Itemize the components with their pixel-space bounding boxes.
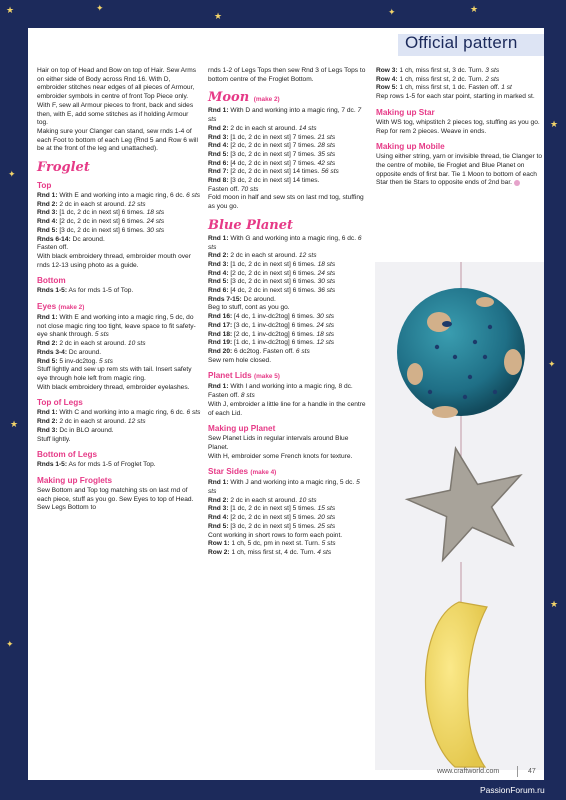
row-text: [2 dc, 2 dc in next st] 14 times. [228,168,322,176]
row-label: Rnd 1: [37,314,58,322]
making-up-froglets-heading: Making up Froglets [37,475,113,485]
row-text: [3 dc, 1 inv-dc2tog] 6 times. [232,321,317,329]
stitch-count: 24 sts [146,218,165,226]
instruction-text: Sew Planet Lids in regular intervals around Blue Planet. [208,435,349,451]
instruction-text: With WS tog, whipstitch 2 pieces tog, stuffing as you go. Rep for rem 2 pieces. Weave in ends. [376,118,540,135]
pattern-row [37,418,201,427]
pattern-row [208,296,368,305]
row-label: Rnds 7-15: [208,295,242,303]
row-label: Row 3: [376,67,398,74]
instruction-text: Stuff lightly. [37,435,71,443]
stitch-count: 10 sts [127,340,146,348]
stitch-count: 10 sts [298,496,317,504]
stitch-count: 24 sts [317,269,336,277]
bottom-heading: Bottom [37,276,66,286]
row-text: [2 dc, 2 dc in next st] 6 times. [228,269,318,277]
stitch-count: 30 sts [317,278,336,286]
star-decoration-icon: ✦ [548,359,556,369]
stitch-count: 24 sts [316,321,335,329]
stitch-count: 36 sts [317,287,336,295]
watermark: PassionForum.ru [480,785,545,795]
row-label: Rnd 3: [208,133,229,141]
row-label: Rnd 5: [208,278,229,286]
row-text: With I and working into a magic ring, 8 dc. Fasten off. [208,383,353,400]
pattern-row [208,505,368,514]
making-up-mobile-heading: Making up Mobile [376,142,445,152]
planet-lids-heading [208,371,368,382]
pattern-row [208,107,368,124]
row-text: [3 dc, 2 dc in next st] 6 times. [57,226,147,234]
instruction-text: Fold moon in half and sew sts on last rnd tog, stuffing as you go. [208,194,364,211]
row-text: With J and working into a magic ring, 5 dc. [228,479,357,487]
eyes-heading-text: Eyes [37,302,57,312]
moon-heading [208,90,368,105]
stitch-count: 30 sts [316,313,335,321]
row-text: [3 dc, 2 dc in next st] 5 times. [228,522,318,530]
row-label: Rnd 3: [208,260,229,268]
eyes-heading [37,302,201,313]
row-text: [3 dc, 2 dc in next st] 14 times. [228,177,320,185]
pattern-row [37,218,201,227]
pattern-row [208,514,368,523]
column-3 [376,67,544,188]
row-label: Rnd 6: [208,287,229,295]
row-label: Rnds 3-4: [37,348,68,356]
page-border-top [0,0,566,28]
footer-url[interactable]: www.craftworld.com [437,768,500,775]
page-number: 47 [528,768,536,775]
star-decoration-icon: ★ [214,11,223,21]
pattern-row [37,209,201,218]
row-text: Dc around. [241,295,276,303]
top-heading: Top [37,181,52,191]
row-label: Rnd 1: [37,409,58,417]
stitch-count: 3 sts [485,67,500,74]
row-label: Rnd 2: [208,124,229,132]
pattern-row [37,409,201,418]
make-count: (make 2) [253,96,280,104]
stitch-count: 15 sts [317,505,336,513]
star-decoration-icon: ★ [470,4,479,14]
stitch-count: 21 sts [317,133,336,141]
row-label: Row 4: [376,75,398,83]
pattern-row [37,358,201,367]
instruction-text: Stuff lightly and sew up rem sts with tail. Insert safety eye through hole left from magic ring. [37,366,192,382]
row-label: Rnd 6: [208,159,229,167]
mobile-photo-illustration [375,262,544,770]
row-text: Dc in BLO around. [57,426,114,434]
row-label: Rnd 1: [208,234,229,242]
row-text: [1 dc, 1 inv-dc2tog] 6 times. [232,339,317,347]
stitch-count: 1 st [501,84,512,92]
froglet-heading: Froglet [37,160,90,176]
pattern-row [37,427,201,436]
instruction-text: Fasten off. [37,244,69,252]
blue-planet-heading: Blue Planet [208,217,294,233]
pattern-row [208,331,368,340]
pattern-row [376,67,544,76]
row-label: Rnd 17: [208,321,233,329]
stitch-count: 6 sts [186,409,201,417]
stitch-count: 7 sts [208,107,362,124]
stitch-count: 6 sts [208,234,362,251]
row-label: Rnd 4: [37,218,58,226]
pattern-row [37,340,201,349]
row-text: Dc around. [67,348,102,356]
stitch-count: 28 sts [317,142,336,150]
pattern-row [37,227,201,236]
row-text: [2 dc, 1 inv-dc2tog] 6 times. [232,330,317,338]
stitch-count: 5 sts [208,479,360,496]
row-text: With C and working into a magic ring, 6 dc. [57,409,187,417]
pattern-row [208,313,368,322]
row-text: [1 dc, 2 dc in next st] 6 times. [228,260,318,268]
intro-text-2: Making sure your Clanger can stand, sew rnds 1-4 of each Foot to bottom of each Leg (Rnd 5 and Row 6 will be at the front of the leg and unattached). [37,127,198,153]
row-label: Rnd 1: [37,192,58,200]
pattern-row [208,383,368,400]
stitch-count: 18 sts [146,209,165,217]
stitch-count: 8 sts [240,392,255,400]
stitch-count: 30 sts [146,226,165,234]
pattern-row [208,186,368,195]
instruction-text: With J, embroider a little line for a handle in the centre of each Lid. [208,400,366,417]
row-label: Rnd 2: [37,340,58,348]
row-text: 5 inv-dc2tog. [57,357,99,365]
row-text: [1 dc, 2 dc in next st] 5 times. [228,505,318,513]
bottom-of-legs-heading: Bottom of Legs [37,450,98,460]
row-label: Rnd 3: [37,209,58,217]
column-2 [208,67,368,558]
pattern-row [208,168,368,177]
row-label: Row 5: [376,84,398,92]
pattern-row [208,261,368,270]
row-text: 2 dc in each st around. [228,124,299,132]
making-up-planet-heading: Making up Planet [208,424,276,434]
make-count: (make 5) [253,373,280,381]
instruction-text [376,153,544,188]
star-sides-rows [208,479,368,531]
star-decoration-icon: ★ [6,5,15,15]
end-mark-icon [514,180,520,186]
row-text: 1 ch, miss first st, 1 dc. Fasten off. [397,84,502,92]
stitch-count: 14 sts [298,124,317,132]
making-up-star-heading: Making up Star [376,107,435,117]
column-1 [37,67,201,513]
row-label: Rnd 4: [208,514,229,522]
row-label: Rnd 4: [208,142,229,150]
row-label: Rnd 1: [208,107,229,115]
row-label: Rnd 18: [208,330,233,338]
pattern-row [208,348,368,357]
stitch-count: 4 sts [317,548,332,556]
pattern-row [208,142,368,151]
row-text: 1 ch, miss first st, 3 dc. Turn. [397,67,486,74]
pattern-row [208,287,368,296]
row-label: Rnd 3: [37,426,58,434]
row-text: 1 ch, miss first st, 4 dc. Turn. [229,548,318,556]
row-label: Rnd 8: [208,177,229,185]
stitch-count: 12 sts [127,418,146,426]
row-text: [1 dc, 2 dc in next st] 7 times. [228,133,318,141]
row-text: With E and working into a magic ring, 6 dc. [57,192,187,200]
pattern-row [208,160,368,169]
row-text: [3 dc, 2 dc in next st] 7 times. [228,150,318,158]
row-text: As for rnds 1-5 of Top. [67,287,134,295]
row-label: Rnd 3: [208,505,229,513]
row-label: Rnd 5: [37,226,58,234]
moon-heading-text: Moon [208,90,250,106]
row-label: Rnd 19: [208,339,233,347]
row-text: 2 dc in each st around. [57,340,128,348]
row-label: Rnd 16: [208,313,233,321]
row-label: Rnd 5: [208,150,229,158]
pattern-row [208,479,368,496]
row-label: Rnd 1: [208,383,229,391]
row-text: [2 dc, 2 dc in next st] 6 times. [57,218,147,226]
stitch-count: 2 sts [485,75,500,83]
row-text: 2 dc in each st around. [57,418,128,426]
stitch-count: 35 sts [317,150,336,158]
blue-planet-rows-2 [208,313,368,357]
pattern-row [208,235,368,252]
pattern-row [37,192,201,201]
row-label: Rnds 1-5: [37,461,68,469]
pattern-row [208,177,368,186]
row-label: Rnd 20: [208,347,233,355]
instruction-text: With black embroidery thread, embroider eyelashes. [37,383,190,391]
star-sides-heading [208,467,368,478]
row-text: [2 dc, 2 dc in next st] 5 times. [228,514,318,522]
row-label: Row 2: [208,548,230,556]
stitch-count: 56 sts [321,168,339,176]
instruction-text: With H, embroider some French knots for texture. [208,452,353,460]
star-decoration-icon: ✦ [6,639,14,649]
row-text: Fasten off. [208,185,241,193]
pattern-row [208,125,368,134]
star-decoration-icon: ★ [550,119,559,129]
row-text: [2 dc, 2 dc in next st] 7 times. [228,142,318,150]
mobile-text: Using either string, yarn or invisible thread, tie Clanger to the centre of mobile, tie Froglet and Blue Planet on opposite ends of first bar. Tie 1 Moon to bottom of each Star then tie Stars to opposite ends of 2nd bar. [376,153,543,187]
stitch-count: 18 sts [317,260,336,268]
row-label: Rnd 2: [37,200,58,208]
pattern-row [37,287,201,296]
star-decoration-icon: ★ [550,599,559,609]
instruction-text: Sew Bottom and Top tog matching sts on last rnd of each piece, stuff as you go. Sew Eyes to top of Head. Sew Legs Bottom to [37,486,194,512]
instruction-text: rnds 1-2 of Legs Tops then sew Rnd 3 of Legs Tops to bottom centre of the Froglet Bottom. [208,67,366,83]
pattern-row [208,540,368,549]
pattern-row [208,322,368,331]
stitch-count: 18 sts [316,330,335,338]
footer-divider [517,766,518,777]
stitch-count: 6 sts [295,347,310,355]
pattern-row [208,134,368,143]
star-sides-heading-text: Star Sides [208,467,249,477]
row-text: With E and working into a magic ring, 5 dc, do not close magic ring too tight, leave space to fit safety-eye shank through. [37,314,196,339]
pattern-row [208,497,368,506]
row-text: As for rnds 1-5 of Froglet Top. [67,461,156,469]
row-text: [1 dc, 2 dc in next st] 6 times. [57,209,147,217]
row-text: [4 dc, 2 dc in next st] 7 times. [228,159,318,167]
row-label: Rnd 5: [208,522,229,530]
intro-text: Hair on top of Head and Bow on top of Hair. Sew Arms on either side of Body across Rnd 16. With D, embroider stitches near edges of all pieces of Armour, embroider symbols in centre of front Top Piece only. With F, sew all Armour pieces to front, back and sides then, with E, add some stitches as if holding Armour tog. [37,67,197,127]
section-title: Official pattern [405,33,518,52]
stitch-count: 12 sts [316,339,335,347]
stitch-count: 5 sts [98,357,113,365]
instruction-text: Rep rows 1-5 for each star point, starting in marked st. [376,93,535,101]
pattern-row [37,349,201,358]
star-decoration-icon: ✦ [8,169,16,179]
row-label: Rnds 6-14: [37,235,71,243]
row-text: 2 dc in each st around. [57,200,128,208]
row-label: Rnds 1-5: [37,287,68,295]
stitch-count: 5 sts [321,540,336,548]
instruction-text: Beg to stuff, cont as you go. [208,304,290,312]
pattern-row [208,151,368,160]
row-label: Rnd 2: [37,418,58,426]
make-count: (make 4) [250,469,277,477]
pattern-row [37,461,201,470]
row-label: Rnd 5: [37,357,58,365]
pattern-row [208,549,368,558]
instruction-text: With black embroidery thread, embroider mouth over rnds 12-13 using photo as a guide. [37,252,191,269]
pattern-row [37,314,201,340]
row-label: Rnd 2: [208,252,229,260]
row-text: 2 dc in each st around. [228,496,299,504]
pattern-row [37,236,201,245]
pattern-row [37,201,201,210]
row-label: Rnd 1: [208,479,229,487]
top-of-legs-heading: Top of Legs [37,398,83,408]
stitch-count: 6 sts [186,192,201,200]
stitch-count: 42 sts [317,159,336,167]
row-label: Row 1: [208,540,230,548]
instruction-text: Cont working in short rows to form each point. [208,531,343,539]
row-text: 1 ch, 5 dc, pm in next st. Turn. [229,540,322,548]
row-text: [4 dc, 1 inv-dc2tog] 6 times. [232,313,317,321]
row-text: 2 dc in each st around. [228,252,299,260]
row-text: 1 ch, miss first st, 2 dc. Turn. [397,75,486,83]
planet-lids-heading-text: Planet Lids [208,371,252,381]
pattern-row [208,339,368,348]
pattern-row [376,84,544,93]
page-border-left [0,0,28,800]
stitch-count: 20 sts [317,514,336,522]
row-label: Rnd 4: [208,269,229,277]
star-decoration-icon: ★ [10,419,19,429]
make-count: (make 2) [58,304,85,312]
row-label: Rnd 2: [208,496,229,504]
stitch-count: 5 sts [94,331,109,339]
stitch-count: 70 sts [240,185,259,193]
row-text: [4 dc, 2 dc in next st] 6 times. [228,287,318,295]
stitch-count: 12 sts [127,200,146,208]
pattern-row [376,76,544,85]
row-text: Dc around. [70,235,105,243]
pattern-row [208,252,368,261]
stitch-count: 25 sts [317,522,336,530]
stitch-count: 12 sts [298,252,317,260]
pattern-row [208,278,368,287]
row-text: With G and working into a magic ring, 6 dc. [228,234,358,242]
blue-planet-rows [208,235,368,305]
pattern-row [208,523,368,532]
instruction-text: Sew rem hole closed. [208,356,272,364]
row-text: [3 dc, 2 dc in next st] 6 times. [228,278,318,286]
mobile-photo [375,262,544,770]
moon-rows [208,107,368,185]
star-decoration-icon: ✦ [388,7,396,17]
pattern-row [208,270,368,279]
star-decoration-icon: ✦ [96,3,104,13]
row-text: With D and working into a magic ring, 7 dc. [228,107,358,115]
row-label: Rnd 7: [208,168,229,176]
row-text: 6 dc2tog. Fasten off. [232,347,296,355]
